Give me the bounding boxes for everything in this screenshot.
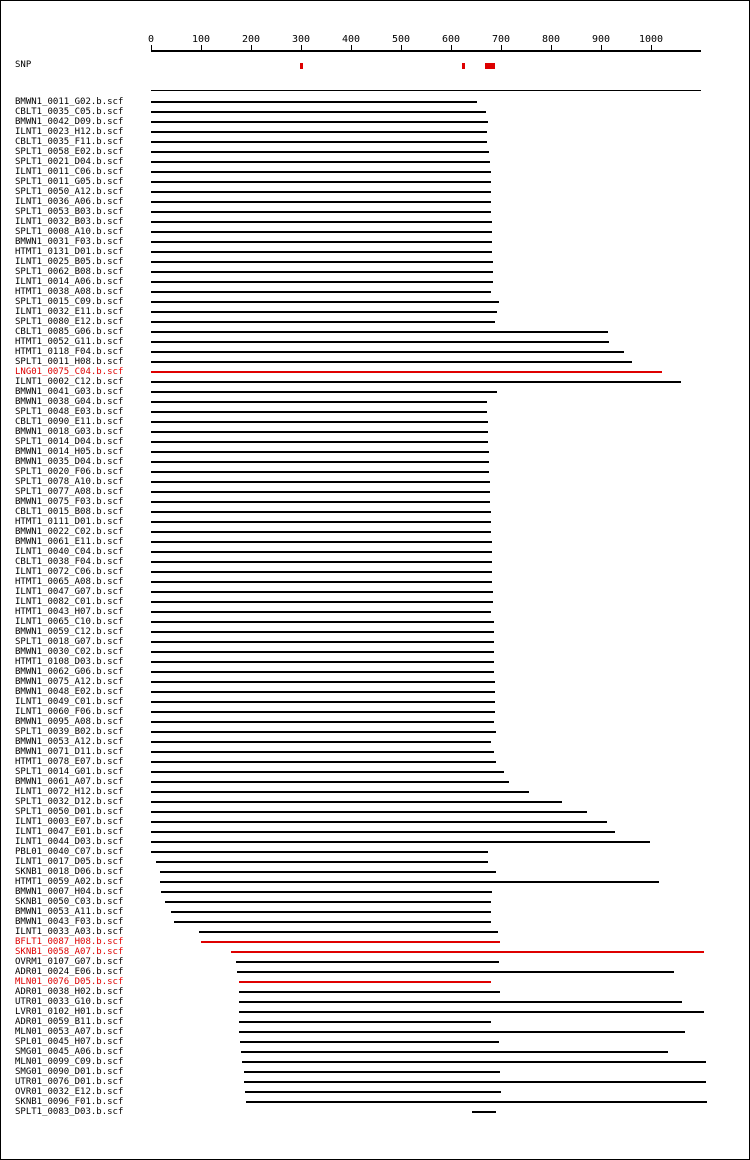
axis-tick-label: 500 bbox=[391, 34, 411, 45]
read-name-link[interactable]: ILNT1_0032_B03.b.scf bbox=[15, 217, 124, 227]
read-alignment-bar[interactable] bbox=[151, 241, 492, 243]
read-alignment-bar[interactable] bbox=[472, 1111, 496, 1113]
read-name-link[interactable]: CBLT1_0090_E11.b.scf bbox=[15, 417, 124, 427]
read-name-link[interactable]: ILNT1_0072_C06.b.scf bbox=[15, 567, 124, 577]
read-alignment-bar[interactable] bbox=[151, 291, 491, 293]
axis-tick-mark bbox=[351, 45, 352, 50]
read-alignment-bar[interactable] bbox=[151, 471, 489, 473]
read-name-link[interactable]: BMWN1_0041_G03.b.scf bbox=[15, 387, 124, 397]
read-alignment-bar[interactable] bbox=[151, 831, 615, 833]
read-name-link[interactable]: SKNB1_0058_A07.b.scf bbox=[15, 947, 124, 957]
read-name-link[interactable]: OVRM1_0107_G07.b.scf bbox=[15, 957, 124, 967]
read-alignment-bar[interactable] bbox=[151, 151, 489, 153]
consensus-line bbox=[151, 90, 701, 91]
read-alignment-bar[interactable] bbox=[151, 611, 491, 613]
read-alignment-bar[interactable] bbox=[239, 1021, 492, 1023]
read-name-link[interactable]: HTMT1_0059_A02.b.scf bbox=[15, 877, 124, 887]
read-name-link[interactable]: SPLT1_0053_B03.b.scf bbox=[15, 207, 124, 217]
read-alignment-bar[interactable] bbox=[237, 971, 674, 973]
read-name-link[interactable]: CBLT1_0035_C05.b.scf bbox=[15, 107, 124, 117]
read-name-link[interactable]: ILNT1_0049_C01.b.scf bbox=[15, 697, 124, 707]
read-alignment-bar[interactable] bbox=[171, 911, 491, 913]
axis-tick-mark bbox=[601, 45, 602, 50]
axis-tick-mark bbox=[501, 45, 502, 50]
read-name-link[interactable]: BMWN1_0075_F03.b.scf bbox=[15, 497, 124, 507]
read-alignment-bar[interactable] bbox=[151, 751, 494, 753]
read-name-link[interactable]: ILNT1_0017_D05.b.scf bbox=[15, 857, 124, 867]
read-name-link[interactable]: ILNT1_0047_E01.b.scf bbox=[15, 827, 124, 837]
read-alignment-bar[interactable] bbox=[246, 1101, 707, 1103]
read-alignment-bar[interactable] bbox=[151, 641, 494, 643]
read-name-link[interactable]: SPLT1_0050_A12.b.scf bbox=[15, 187, 124, 197]
snp-marker[interactable] bbox=[300, 63, 303, 69]
read-name-link[interactable]: ILNT1_0044_D03.b.scf bbox=[15, 837, 124, 847]
read-name-link[interactable]: ILNT1_0025_B05.b.scf bbox=[15, 257, 124, 267]
read-alignment-bar[interactable] bbox=[151, 191, 491, 193]
read-alignment-bar[interactable] bbox=[231, 951, 704, 953]
read-alignment-bar[interactable] bbox=[244, 1081, 707, 1083]
read-name-link[interactable]: SPLT1_0080_E12.b.scf bbox=[15, 317, 124, 327]
read-alignment-bar[interactable] bbox=[151, 811, 587, 813]
read-alignment-bar[interactable] bbox=[151, 121, 488, 123]
read-alignment-bar[interactable] bbox=[151, 561, 492, 563]
read-alignment-bar[interactable] bbox=[151, 141, 487, 143]
read-name-link[interactable]: ILNT1_0047_G07.b.scf bbox=[15, 587, 124, 597]
read-name-link[interactable]: UTR01_0076_D01.b.scf bbox=[15, 1077, 124, 1087]
read-alignment-bar[interactable] bbox=[151, 351, 624, 353]
read-name-link[interactable]: BMWN1_0030_C02.b.scf bbox=[15, 647, 124, 657]
axis-tick-label: 300 bbox=[291, 34, 311, 45]
read-name-link[interactable]: ILNT1_0033_A03.b.scf bbox=[15, 927, 124, 937]
read-alignment-bar[interactable] bbox=[151, 691, 495, 693]
read-alignment-bar[interactable] bbox=[151, 681, 495, 683]
read-alignment-bar[interactable] bbox=[151, 531, 491, 533]
axis-tick-label: 1000 bbox=[638, 34, 664, 45]
read-alignment-bar[interactable] bbox=[151, 101, 477, 103]
read-name-link[interactable]: BMWN1_0095_A08.b.scf bbox=[15, 717, 124, 727]
read-name-link[interactable]: SKNB1_0096_F01.b.scf bbox=[15, 1097, 124, 1107]
read-alignment-bar[interactable] bbox=[151, 371, 662, 373]
read-alignment-bar[interactable] bbox=[239, 1031, 685, 1033]
read-name-link[interactable]: BMWN1_0022_C02.b.scf bbox=[15, 527, 124, 537]
axis-tick-label: 800 bbox=[541, 34, 561, 45]
axis-tick-mark bbox=[251, 45, 252, 50]
read-name-link[interactable]: ILNT1_0002_C12.b.scf bbox=[15, 377, 124, 387]
read-alignment-bar[interactable] bbox=[151, 851, 488, 853]
read-name-link[interactable]: SPLT1_0014_G01.b.scf bbox=[15, 767, 124, 777]
read-name-link[interactable]: BMWN1_0018_G03.b.scf bbox=[15, 427, 124, 437]
read-name-link[interactable]: ILNT1_0072_H12.b.scf bbox=[15, 787, 124, 797]
axis-tick-mark bbox=[201, 45, 202, 50]
read-alignment-bar[interactable] bbox=[240, 1041, 499, 1043]
read-alignment-bar[interactable] bbox=[151, 171, 491, 173]
read-name-link[interactable]: SKNB1_0050_C03.b.scf bbox=[15, 897, 124, 907]
read-name-link[interactable]: CBLT1_0085_G06.b.scf bbox=[15, 327, 124, 337]
read-alignment-bar[interactable] bbox=[151, 441, 488, 443]
read-name-link[interactable]: BMWN1_0075_A12.b.scf bbox=[15, 677, 124, 687]
read-name-link[interactable]: ILNT1_0011_C06.b.scf bbox=[15, 167, 124, 177]
read-name-link[interactable]: ILNT1_0082_C01.b.scf bbox=[15, 597, 124, 607]
read-name-link[interactable]: SKNB1_0018_D06.b.scf bbox=[15, 867, 124, 877]
read-alignment-bar[interactable] bbox=[151, 431, 488, 433]
read-name-link[interactable]: ADR01_0024_E06.b.scf bbox=[15, 967, 124, 977]
read-name-link[interactable]: HTMT1_0078_E07.b.scf bbox=[15, 757, 124, 767]
read-alignment-bar[interactable] bbox=[151, 231, 492, 233]
read-alignment-bar[interactable] bbox=[151, 791, 529, 793]
read-alignment-bar[interactable] bbox=[151, 361, 632, 363]
read-name-link[interactable]: CBLT1_0038_F04.b.scf bbox=[15, 557, 124, 567]
read-alignment-bar[interactable] bbox=[151, 221, 492, 223]
axis-tick-label: 400 bbox=[341, 34, 361, 45]
read-name-link[interactable]: HTMT1_0065_A08.b.scf bbox=[15, 577, 124, 587]
read-alignment-bar[interactable] bbox=[151, 591, 493, 593]
axis-tick-mark bbox=[301, 45, 302, 50]
read-alignment-bar[interactable] bbox=[151, 271, 493, 273]
snp-marker[interactable] bbox=[485, 63, 496, 69]
read-alignment-bar[interactable] bbox=[161, 891, 492, 893]
read-name-link[interactable]: ADR01_0059_B11.b.scf bbox=[15, 1017, 124, 1027]
read-name-link[interactable]: BMWN1_0048_E02.b.scf bbox=[15, 687, 124, 697]
read-name-link[interactable]: SMG01_0045_A06.b.scf bbox=[15, 1047, 124, 1057]
read-name-link[interactable]: SPLT1_0014_D04.b.scf bbox=[15, 437, 124, 447]
read-name-link[interactable]: SPLT1_0011_G05.b.scf bbox=[15, 177, 124, 187]
read-alignment-bar[interactable] bbox=[151, 761, 496, 763]
read-alignment-bar[interactable] bbox=[156, 861, 488, 863]
read-name-link[interactable]: ILNT1_0014_A06.b.scf bbox=[15, 277, 124, 287]
read-name-link[interactable]: BMWN1_0035_D04.b.scf bbox=[15, 457, 124, 467]
axis-tick-mark bbox=[651, 45, 652, 50]
read-alignment-bar[interactable] bbox=[160, 871, 496, 873]
read-name-link[interactable]: SPLT1_0078_A10.b.scf bbox=[15, 477, 124, 487]
read-alignment-bar[interactable] bbox=[239, 981, 492, 983]
axis-tick-mark bbox=[451, 45, 452, 50]
read-alignment-bar[interactable] bbox=[151, 411, 487, 413]
read-alignment-bar[interactable] bbox=[151, 381, 681, 383]
read-alignment-bar[interactable] bbox=[151, 111, 486, 113]
read-name-link[interactable]: UTR01_0033_G10.b.scf bbox=[15, 997, 124, 1007]
read-alignment-bar[interactable] bbox=[151, 621, 494, 623]
read-alignment-bar[interactable] bbox=[151, 311, 497, 313]
read-name-link[interactable]: SMG01_0090_D01.b.scf bbox=[15, 1067, 124, 1077]
read-name-link[interactable]: ILNT1_0036_A06.b.scf bbox=[15, 197, 124, 207]
read-name-link[interactable]: OVR01_0032_E12.b.scf bbox=[15, 1087, 124, 1097]
read-alignment-bar[interactable] bbox=[151, 731, 496, 733]
read-alignment-bar[interactable] bbox=[160, 881, 659, 883]
read-name-link[interactable]: ILNT1_0023_H12.b.scf bbox=[15, 127, 124, 137]
read-alignment-bar[interactable] bbox=[151, 501, 490, 503]
axis-tick-label: 0 bbox=[147, 34, 155, 45]
read-alignment-bar[interactable] bbox=[151, 391, 497, 393]
read-alignment-bar[interactable] bbox=[151, 551, 492, 553]
position-axis-line bbox=[151, 50, 701, 52]
read-name-link[interactable]: SPLT1_0018_G07.b.scf bbox=[15, 637, 124, 647]
read-alignment-bar[interactable] bbox=[151, 741, 491, 743]
read-name-link[interactable]: BMWN1_0011_G02.b.scf bbox=[15, 97, 124, 107]
axis-tick-label: 600 bbox=[441, 34, 461, 45]
axis-tick-label: 700 bbox=[491, 34, 511, 45]
read-name-link[interactable]: SPLT1_0039_B02.b.scf bbox=[15, 727, 124, 737]
read-name-link[interactable]: BMWN1_0007_H04.b.scf bbox=[15, 887, 124, 897]
axis-tick-label: 100 bbox=[191, 34, 211, 45]
read-name-link[interactable]: ILNT1_0032_E11.b.scf bbox=[15, 307, 124, 317]
snp-track-label: SNP bbox=[15, 60, 32, 70]
read-alignment-bar[interactable] bbox=[241, 1051, 668, 1053]
axis-tick-label: 200 bbox=[241, 34, 261, 45]
read-alignment-bar[interactable] bbox=[151, 571, 492, 573]
read-alignment-bar[interactable] bbox=[245, 1091, 502, 1093]
read-alignment-bar[interactable] bbox=[151, 281, 493, 283]
read-name-link[interactable]: BMWN1_0042_D09.b.scf bbox=[15, 117, 124, 127]
read-alignment-bar[interactable] bbox=[199, 931, 499, 933]
read-alignment-bar[interactable] bbox=[151, 451, 489, 453]
axis-tick-label: 900 bbox=[591, 34, 611, 45]
read-alignment-bar[interactable] bbox=[151, 771, 504, 773]
read-name-link[interactable]: SPLT1_0015_C09.b.scf bbox=[15, 297, 124, 307]
read-alignment-bar[interactable] bbox=[151, 261, 493, 263]
read-alignment-bar[interactable] bbox=[151, 421, 488, 423]
read-alignment-bar[interactable] bbox=[151, 601, 493, 603]
read-name-link[interactable]: SPLT1_0083_D03.b.scf bbox=[15, 1107, 124, 1117]
read-alignment-bar[interactable] bbox=[151, 651, 494, 653]
read-alignment-bar[interactable] bbox=[151, 331, 608, 333]
read-alignment-bar[interactable] bbox=[151, 511, 491, 513]
read-name-link[interactable]: BMWN1_0053_A12.b.scf bbox=[15, 737, 124, 747]
read-name-link[interactable]: BMWN1_0061_E11.b.scf bbox=[15, 537, 124, 547]
read-alignment-bar[interactable] bbox=[151, 211, 491, 213]
read-alignment-bar[interactable] bbox=[201, 941, 500, 943]
read-name-link[interactable]: MLN01_0076_D05.b.scf bbox=[15, 977, 124, 987]
read-name-link[interactable]: LVR01_0102_H01.b.scf bbox=[15, 1007, 124, 1017]
read-name-link[interactable]: BMWN1_0071_D11.b.scf bbox=[15, 747, 124, 757]
read-alignment-bar[interactable] bbox=[151, 711, 495, 713]
read-alignment-bar[interactable] bbox=[151, 491, 490, 493]
read-name-link[interactable]: BMWN1_0061_A07.b.scf bbox=[15, 777, 124, 787]
read-name-link[interactable]: SPLT1_0021_D04.b.scf bbox=[15, 157, 124, 167]
read-name-link[interactable]: ILNT1_0040_C04.b.scf bbox=[15, 547, 124, 557]
read-name-link[interactable]: HTMT1_0118_F04.b.scf bbox=[15, 347, 124, 357]
read-name-link[interactable]: SPLT1_0020_F06.b.scf bbox=[15, 467, 124, 477]
read-name-link[interactable]: HTMT1_0052_G11.b.scf bbox=[15, 337, 124, 347]
read-alignment-bar[interactable] bbox=[151, 631, 494, 633]
read-alignment-bar[interactable] bbox=[242, 1061, 706, 1063]
read-alignment-bar[interactable] bbox=[151, 341, 609, 343]
read-alignment-bar[interactable] bbox=[151, 251, 492, 253]
read-alignment-bar[interactable] bbox=[239, 1001, 683, 1003]
read-name-link[interactable]: SPLT1_0062_B08.b.scf bbox=[15, 267, 124, 277]
read-alignment-bar[interactable] bbox=[151, 181, 491, 183]
read-alignment-bar[interactable] bbox=[151, 661, 494, 663]
axis-tick-mark bbox=[151, 45, 152, 50]
read-name-link[interactable]: LNG01_0075_C04.b.scf bbox=[15, 367, 124, 377]
read-name-link[interactable]: HTMT1_0038_A08.b.scf bbox=[15, 287, 124, 297]
read-alignment-bar[interactable] bbox=[151, 161, 490, 163]
read-name-link[interactable]: MLN01_0099_C09.b.scf bbox=[15, 1057, 124, 1067]
read-alignment-bar[interactable] bbox=[151, 401, 487, 403]
read-alignment-bar[interactable] bbox=[151, 481, 490, 483]
read-alignment-bar[interactable] bbox=[151, 701, 495, 703]
read-name-link[interactable]: CBLT1_0035_F11.b.scf bbox=[15, 137, 124, 147]
read-name-link[interactable]: SPLT1_0011_H08.b.scf bbox=[15, 357, 124, 367]
read-name-link[interactable]: HTMT1_0131_D01.b.scf bbox=[15, 247, 124, 257]
read-name-link[interactable]: ILNT1_0065_C10.b.scf bbox=[15, 617, 124, 627]
read-name-link[interactable]: ADR01_0038_H02.b.scf bbox=[15, 987, 124, 997]
read-name-link[interactable]: BMWN1_0014_H05.b.scf bbox=[15, 447, 124, 457]
read-name-link[interactable]: BMWN1_0043_F03.b.scf bbox=[15, 917, 124, 927]
read-alignment-bar[interactable] bbox=[151, 131, 487, 133]
read-name-link[interactable]: BMWN1_0053_A11.b.scf bbox=[15, 907, 124, 917]
read-alignment-bar[interactable] bbox=[151, 521, 491, 523]
read-name-link[interactable]: BMWN1_0062_G06.b.scf bbox=[15, 667, 124, 677]
read-name-link[interactable]: BMWN1_0031_F03.b.scf bbox=[15, 237, 124, 247]
read-alignment-bar[interactable] bbox=[151, 541, 492, 543]
read-alignment-bar[interactable] bbox=[239, 991, 501, 993]
read-alignment-bar[interactable] bbox=[151, 581, 492, 583]
read-name-link[interactable]: HTMT1_0108_D03.b.scf bbox=[15, 657, 124, 667]
read-name-link[interactable]: MLN01_0053_A07.b.scf bbox=[15, 1027, 124, 1037]
read-name-link[interactable]: SPL01_0045_H07.b.scf bbox=[15, 1037, 124, 1047]
read-alignment-bar[interactable] bbox=[151, 671, 494, 673]
read-name-link[interactable]: SPLT1_0008_A10.b.scf bbox=[15, 227, 124, 237]
read-name-link[interactable]: BFLT1_0087_H08.b.scf bbox=[15, 937, 124, 947]
read-name-link[interactable]: BMWN1_0038_G04.b.scf bbox=[15, 397, 124, 407]
read-name-link[interactable]: BMWN1_0059_C12.b.scf bbox=[15, 627, 124, 637]
read-alignment-bar[interactable] bbox=[236, 961, 499, 963]
read-alignment-bar[interactable] bbox=[165, 901, 491, 903]
read-name-link[interactable]: HTMT1_0043_H07.b.scf bbox=[15, 607, 124, 617]
read-name-link[interactable]: CBLT1_0015_B08.b.scf bbox=[15, 507, 124, 517]
read-name-link[interactable]: PBL01_0040_C07.b.scf bbox=[15, 847, 124, 857]
read-alignment-bar[interactable] bbox=[151, 781, 509, 783]
snp-marker[interactable] bbox=[462, 63, 465, 69]
read-name-link[interactable]: HTMT1_0111_D01.b.scf bbox=[15, 517, 124, 527]
axis-tick-mark bbox=[401, 45, 402, 50]
axis-tick-mark bbox=[551, 45, 552, 50]
read-alignment-bar[interactable] bbox=[244, 1071, 500, 1073]
read-alignment-bar[interactable] bbox=[151, 801, 562, 803]
read-alignment-bar[interactable] bbox=[151, 301, 499, 303]
read-alignment-bar[interactable] bbox=[151, 201, 491, 203]
read-alignment-bar[interactable] bbox=[151, 721, 494, 723]
read-alignment-bar[interactable] bbox=[151, 461, 489, 463]
read-name-link[interactable]: SPLT1_0048_E03.b.scf bbox=[15, 407, 124, 417]
read-alignment-bar[interactable] bbox=[239, 1011, 704, 1013]
read-alignment-bar[interactable] bbox=[174, 921, 492, 923]
read-name-link[interactable]: SPLT1_0058_E02.b.scf bbox=[15, 147, 124, 157]
read-name-link[interactable]: SPLT1_0050_D01.b.scf bbox=[15, 807, 124, 817]
read-name-link[interactable]: ILNT1_0003_E07.b.scf bbox=[15, 817, 124, 827]
read-name-link[interactable]: ILNT1_0060_F06.b.scf bbox=[15, 707, 124, 717]
read-name-link[interactable]: SPLT1_0077_A08.b.scf bbox=[15, 487, 124, 497]
read-name-link[interactable]: SPLT1_0032_D12.b.scf bbox=[15, 797, 124, 807]
read-alignment-bar[interactable] bbox=[151, 321, 495, 323]
read-alignment-bar[interactable] bbox=[151, 841, 650, 843]
read-alignment-bar[interactable] bbox=[151, 821, 607, 823]
